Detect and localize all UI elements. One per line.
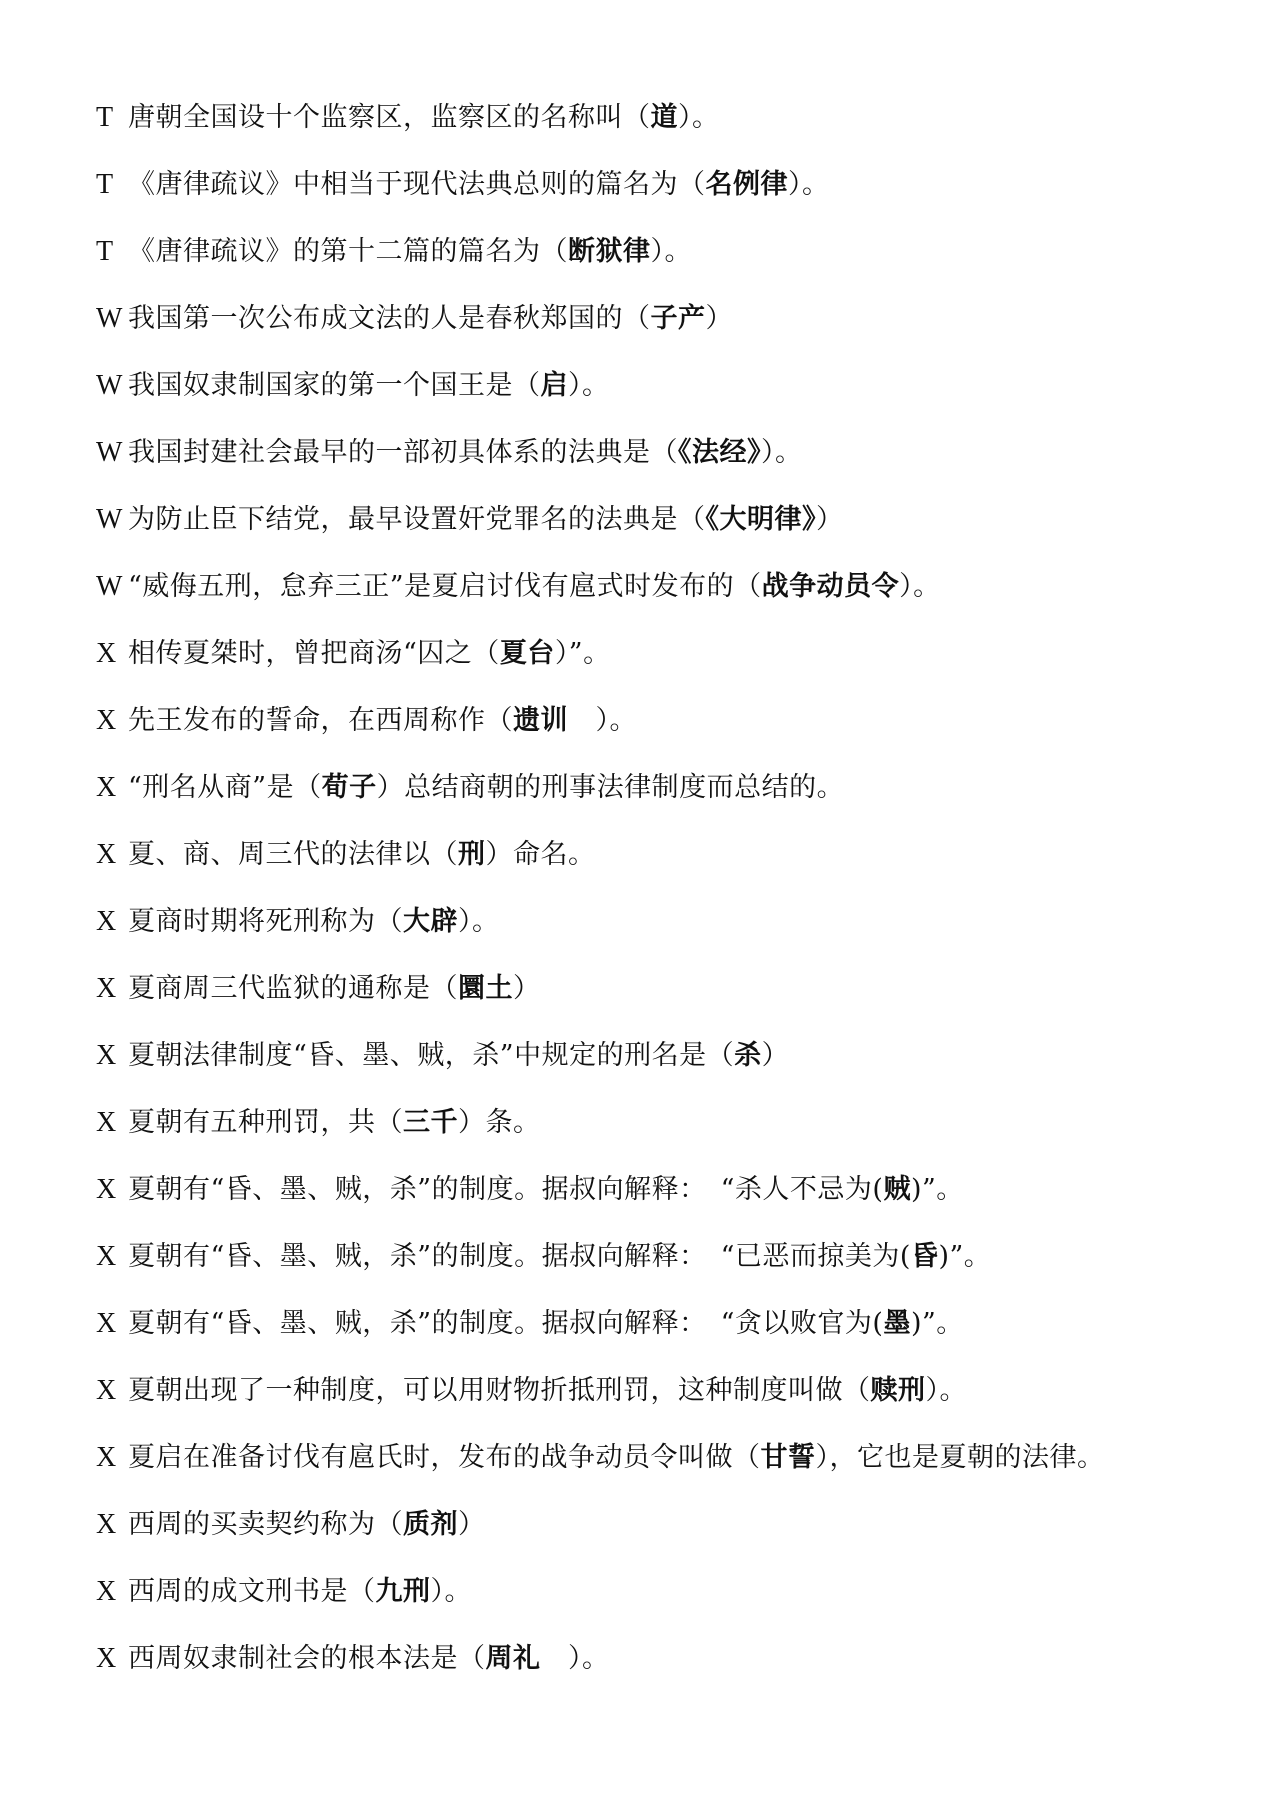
question-text: “刑名从商”是（ bbox=[128, 772, 322, 803]
question-letter: X bbox=[96, 1576, 117, 1607]
answer-text: 杀 bbox=[734, 1040, 762, 1071]
question-letter: X bbox=[96, 705, 117, 736]
answer-text: 刑 bbox=[458, 839, 486, 870]
question-letter: X bbox=[96, 1643, 117, 1674]
question-suffix: )”。 bbox=[938, 1241, 992, 1272]
question-text: 夏朝有“昏、墨、贼，杀”的制度。据叔向解释： “贪以败官为( bbox=[128, 1308, 884, 1339]
question-letter: X bbox=[96, 638, 117, 669]
question-text: 先王发布的誓命，在西周称作（ bbox=[128, 705, 513, 736]
question-suffix: ）。 bbox=[761, 437, 803, 468]
answer-text: 启 bbox=[540, 370, 568, 401]
question-suffix: )”。 bbox=[910, 1174, 964, 1205]
question-text: 夏朝法律制度“昏、墨、贼，杀”中规定的刑名是（ bbox=[128, 1040, 735, 1071]
answer-text: 荀子 bbox=[321, 772, 377, 803]
question-item bbox=[96, 969, 541, 1009]
question-text: 夏、商、周三代的法律以（ bbox=[128, 839, 458, 870]
question-text: 西周奴隶制社会的根本法是（ bbox=[128, 1643, 486, 1674]
question-item bbox=[96, 1237, 991, 1277]
question-item bbox=[96, 1639, 610, 1679]
question-letter: X bbox=[96, 1308, 117, 1339]
question-suffix: ），它也是夏朝的法律。 bbox=[815, 1442, 1105, 1473]
question-suffix: ）。 bbox=[788, 169, 830, 200]
answer-text: 道 bbox=[650, 102, 678, 133]
answer-text: 九刑 bbox=[375, 1576, 431, 1607]
answer-text: 《大明律》 bbox=[705, 504, 816, 535]
question-item bbox=[96, 1371, 967, 1411]
question-item bbox=[96, 165, 830, 205]
question-item bbox=[96, 701, 637, 741]
question-letter: X bbox=[96, 1107, 117, 1138]
question-text: 夏启在准备讨伐有扈氏时，发布的战争动员令叫做（ bbox=[128, 1442, 761, 1473]
question-suffix: ）。 bbox=[430, 1576, 472, 1607]
question-text: “威侮五刑，怠弃三正”是夏启讨伐有扈式时发布的（ bbox=[128, 571, 762, 602]
question-item bbox=[96, 232, 692, 272]
question-letter: T bbox=[96, 169, 114, 200]
answer-text: 昏 bbox=[910, 1241, 939, 1272]
question-letter: X bbox=[96, 772, 117, 803]
question-suffix: )”。 bbox=[910, 1308, 964, 1339]
answer-text: 战争动员令 bbox=[761, 571, 900, 602]
answer-text: 贼 bbox=[883, 1174, 911, 1205]
question-suffix: ）命名。 bbox=[485, 839, 596, 870]
answer-text: 赎刑 bbox=[870, 1375, 926, 1406]
question-text: 我国奴隶制国家的第一个国王是（ bbox=[128, 370, 541, 401]
question-item bbox=[96, 567, 941, 607]
question-letter: X bbox=[96, 1174, 117, 1205]
answer-text: 三千 bbox=[403, 1107, 458, 1138]
question-suffix: ）。 bbox=[458, 906, 500, 937]
question-suffix: ）。 bbox=[678, 102, 720, 133]
question-letter: X bbox=[96, 906, 117, 937]
question-text: 《唐律疏议》的第十二篇的篇名为（ bbox=[128, 236, 568, 267]
question-letter: W bbox=[96, 370, 123, 401]
question-item bbox=[96, 1036, 789, 1076]
answer-text: 大辟 bbox=[403, 906, 458, 937]
question-letter: W bbox=[96, 571, 123, 602]
question-suffix: ） bbox=[816, 504, 844, 535]
question-letter: W bbox=[96, 437, 123, 468]
answer-text: 夏台 bbox=[499, 638, 555, 669]
question-suffix: ）”。 bbox=[554, 638, 611, 669]
question-item bbox=[96, 1438, 1105, 1478]
question-letter: X bbox=[96, 1509, 117, 1540]
question-item bbox=[96, 634, 611, 674]
question-letter: W bbox=[96, 303, 123, 334]
question-text: 夏朝有“昏、墨、贼，杀”的制度。据叔向解释： “杀人不忌为( bbox=[128, 1174, 884, 1205]
answer-text: 名例律 bbox=[705, 169, 788, 200]
question-text: 我国第一次公布成文法的人是春秋郑国的（ bbox=[128, 303, 651, 334]
question-suffix: ）。 bbox=[568, 705, 637, 736]
question-letter: X bbox=[96, 1241, 117, 1272]
question-item bbox=[96, 1103, 541, 1143]
question-letter: X bbox=[96, 1442, 117, 1473]
question-suffix: ）。 bbox=[925, 1375, 967, 1406]
question-item bbox=[96, 366, 610, 406]
question-text: 《唐律疏议》中相当于现代法典总则的篇名为（ bbox=[128, 169, 706, 200]
question-suffix: ）。 bbox=[568, 370, 610, 401]
question-suffix: ）。 bbox=[650, 236, 692, 267]
question-item bbox=[96, 1572, 472, 1612]
question-text: 西周的买卖契约称为（ bbox=[128, 1509, 403, 1540]
question-letter: X bbox=[96, 1375, 117, 1406]
question-item bbox=[96, 299, 733, 339]
question-letter: X bbox=[96, 973, 117, 1004]
question-letter: X bbox=[96, 839, 117, 870]
question-item bbox=[96, 835, 596, 875]
question-letter: X bbox=[96, 1040, 117, 1071]
question-text: 夏朝出现了一种制度，可以用财物折抵刑罚，这种制度叫做（ bbox=[128, 1375, 871, 1406]
question-suffix: ）条。 bbox=[458, 1107, 541, 1138]
question-text: 夏商时期将死刑称为（ bbox=[128, 906, 403, 937]
question-text: 唐朝全国设十个监察区，监察区的名称叫（ bbox=[128, 102, 651, 133]
question-letter: W bbox=[96, 504, 123, 535]
question-item bbox=[96, 1505, 486, 1545]
answer-text: 周礼 bbox=[485, 1643, 541, 1674]
question-text: 相传夏桀时，曾把商汤“囚之（ bbox=[128, 638, 500, 669]
answer-text: 质剂 bbox=[403, 1509, 458, 1540]
answer-text: 断狱律 bbox=[568, 236, 651, 267]
question-text: 我国封建社会最早的一部初具体系的法典是（ bbox=[128, 437, 678, 468]
answer-text: 甘誓 bbox=[760, 1442, 816, 1473]
question-suffix: ）。 bbox=[899, 571, 941, 602]
question-item bbox=[96, 1170, 964, 1210]
question-suffix: ） bbox=[705, 303, 733, 334]
question-text: 夏朝有五种刑罚，共（ bbox=[128, 1107, 403, 1138]
question-text: 夏朝有“昏、墨、贼，杀”的制度。据叔向解释： “已恶而掠美为( bbox=[128, 1241, 911, 1272]
question-suffix: ）。 bbox=[540, 1643, 610, 1674]
question-letter: T bbox=[96, 102, 114, 133]
question-letter: T bbox=[96, 236, 114, 267]
question-item bbox=[96, 768, 844, 808]
answer-text: 圜土 bbox=[458, 973, 513, 1004]
question-text: 为防止臣下结党，最早设置奸党罪名的法典是（ bbox=[128, 504, 706, 535]
answer-text: 遗训 bbox=[513, 705, 568, 736]
question-suffix: ） bbox=[513, 973, 541, 1004]
question-suffix: ） bbox=[761, 1040, 790, 1071]
question-suffix: ） bbox=[458, 1509, 486, 1540]
question-text: 夏商周三代监狱的通称是（ bbox=[128, 973, 458, 1004]
question-suffix: ）总结商朝的刑事法律制度而总结的。 bbox=[376, 772, 845, 803]
answer-text: 子产 bbox=[650, 303, 706, 334]
question-item bbox=[96, 433, 803, 473]
question-item bbox=[96, 902, 500, 942]
question-text: 西周的成文刑书是（ bbox=[128, 1576, 376, 1607]
answer-text: 《法经》 bbox=[678, 437, 761, 468]
question-item bbox=[96, 98, 720, 138]
question-item bbox=[96, 1304, 964, 1344]
question-item bbox=[96, 500, 844, 540]
answer-text: 墨 bbox=[883, 1308, 911, 1339]
